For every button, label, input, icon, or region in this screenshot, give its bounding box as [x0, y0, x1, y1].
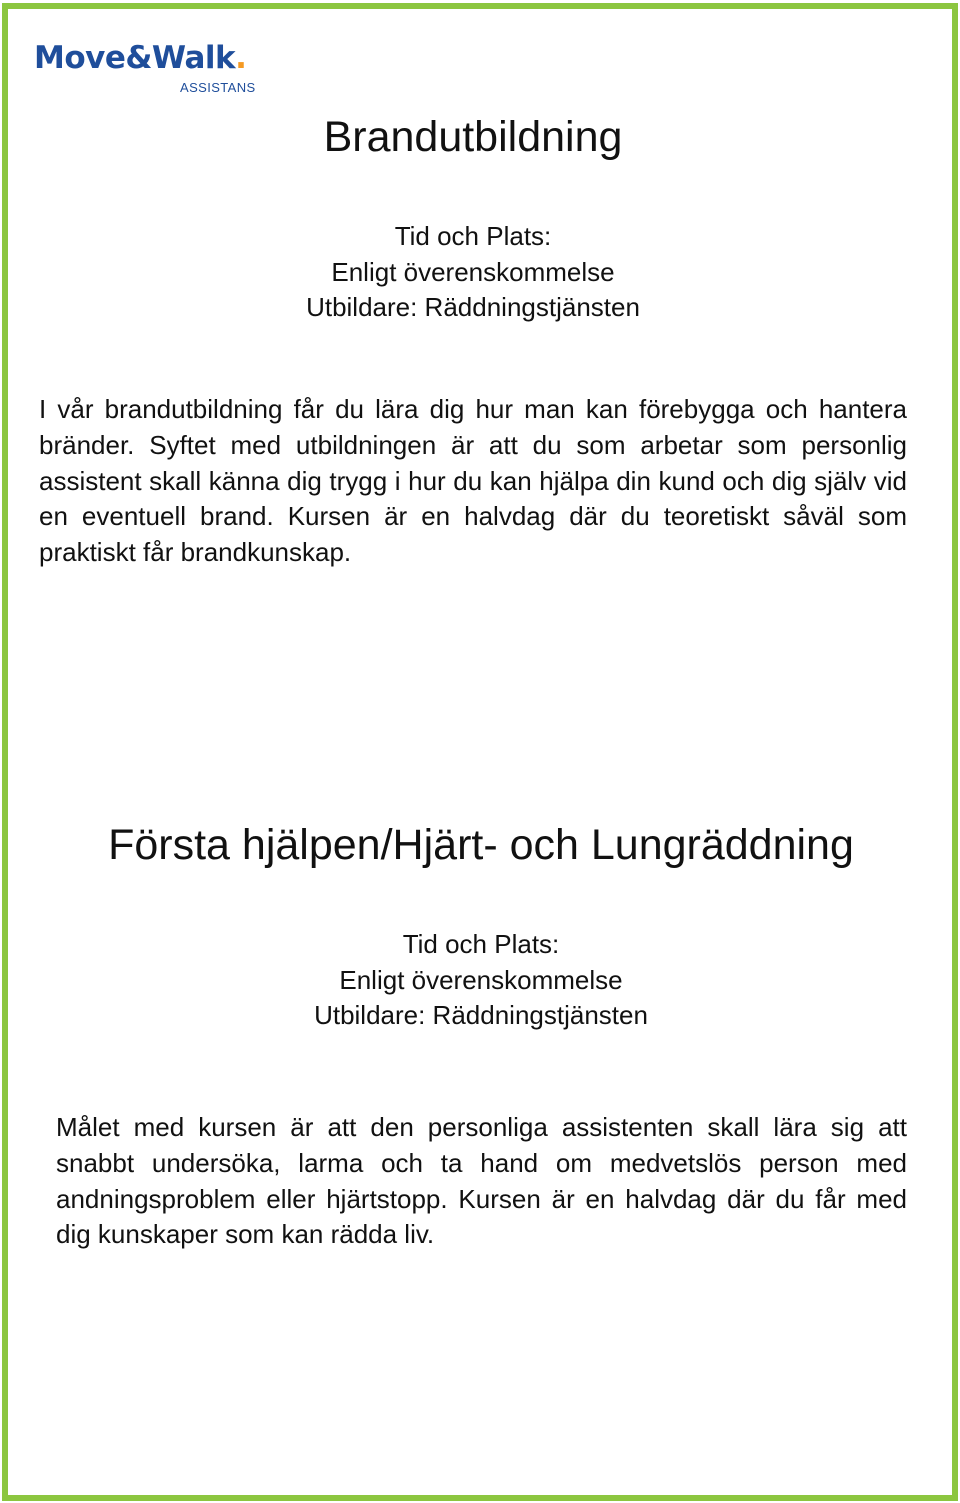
meta-agreement: Enligt överenskommelse: [331, 256, 615, 287]
logo-wordmark: [34, 40, 246, 76]
meta-trainer: Utbildare: Räddningstjänsten: [314, 1000, 648, 1030]
move-walk-logo: [34, 40, 274, 98]
section-title-brandutbildning: Brandutbildning: [323, 113, 623, 161]
section-text-brandutbildning: I vår brandutbildning får du lära dig hur man kan förebygga och hantera bränder. Syftet med utbildningen är att du som arbetar som personlig assistent skall känna dig trygg i hur du kan hjälpa din kund och dig själv vid en eventuell brand. Kursen är en halvdag där du teoretiskt såväl som praktiskt får brandkunskap.: [39, 394, 907, 568]
logo-dot: .: [235, 40, 247, 76]
logo-brand-text: Move&Walk: [34, 40, 236, 76]
section-meta-forsta-hjalpen: [0, 927, 960, 1034]
meta-time-place: Tid och Plats:: [402, 929, 560, 959]
meta-trainer: Utbildare: Räddningstjänsten: [306, 292, 640, 322]
section-meta-brandutbildning: [0, 219, 946, 326]
section-title-forsta-hjalpen: Första hjälpen/Hjärt- och Lungräddning: [108, 821, 854, 869]
logo-subtitle: ASSISTANS: [180, 80, 256, 95]
meta-agreement: Enligt överenskommelse: [339, 964, 623, 995]
section-text-forsta-hjalpen: Målet med kursen är att den personliga assistenten skall lära sig att snabbt undersöka, larma och ta hand om medvetslös person med andningsproblem eller hjärtstopp. Kursen är en halvdag där du får med dig kunskaper som kan rädda liv.: [56, 1112, 907, 1250]
meta-time-place: Tid och Plats:: [394, 221, 552, 251]
